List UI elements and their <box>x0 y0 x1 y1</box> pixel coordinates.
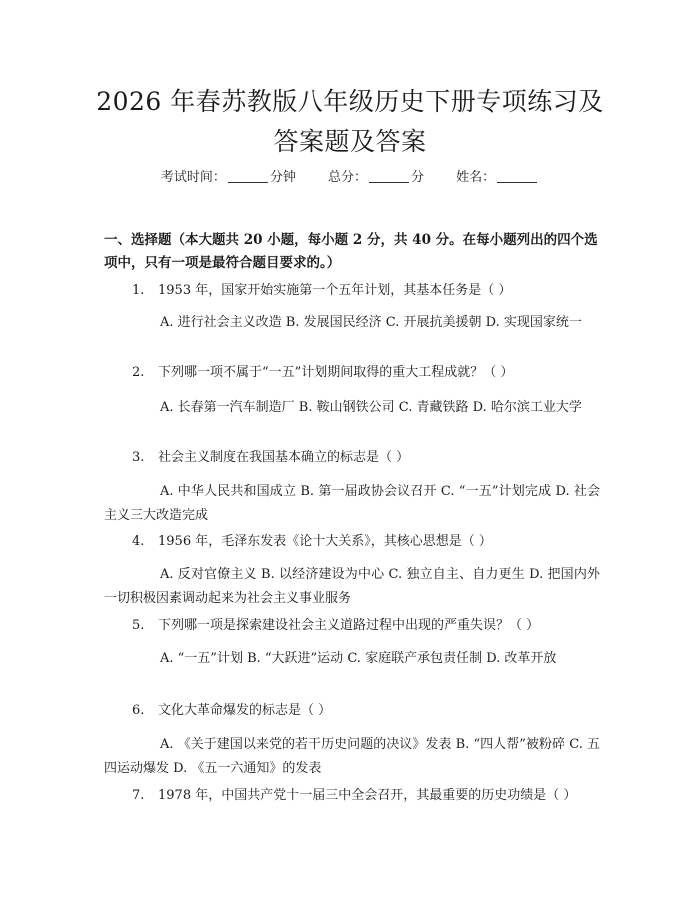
question-1-options: A. 进行社会主义改造 B. 发展国民经济 C. 开展抗美援朝 D. 实现国家统一 <box>160 315 582 330</box>
exam-time-label: 考试时间： <box>160 170 226 185</box>
title-line-1: 2026 年春苏教版八年级历史下册专项练习及 <box>96 87 604 116</box>
question-6-options: A. 《关于建国以来党的若干历史问题的决议》发表 B. “四人帮”被粉碎 C. 五四运动爆发 D. 《五一六通知》的发表 <box>104 737 600 776</box>
question-number: 2. <box>132 365 145 380</box>
question-number: 6. <box>132 703 145 718</box>
question-7 <box>132 786 612 806</box>
section-1-heading: 一、选择题（本大题共 20 小题，每小题 2 分，共 40 分。在每小题列出的四个选项中，只有一项是最符合题目要求的。） <box>104 232 598 271</box>
total-score-blank <box>369 168 409 183</box>
question-number: 5. <box>132 618 145 633</box>
total-score-unit: 分 <box>411 170 425 185</box>
question-stem: 1956 年，毛泽东发表《论十大关系》，其核心思想是（ ） <box>158 534 492 549</box>
question-stem: 1978 年，中国共产党十一届三中全会召开，其最重要的历史功绩是（ ） <box>158 788 577 803</box>
question-stem: 下列哪一项不属于“一五”计划期间取得的重大工程成就？（ ） <box>158 365 514 380</box>
exam-time-unit: 分钟 <box>269 170 296 185</box>
student-name <box>456 168 539 188</box>
question-stem: 文化大革命爆发的标志是（ ） <box>158 703 332 718</box>
question-stem: 1953 年，国家开始实施第一个五年计划，其基本任务是（ ） <box>158 283 512 298</box>
question-6 <box>132 701 612 721</box>
title-line-2: 答案题及答案 <box>273 127 427 156</box>
question-4 <box>132 532 612 552</box>
exam-meta <box>0 168 700 188</box>
question-stem: 下列哪一项是探索建设社会主义道路过程中出现的严重失误？（ ） <box>158 618 540 633</box>
total-score <box>328 168 424 188</box>
student-name-label: 姓名： <box>456 170 496 185</box>
document-title <box>60 82 640 162</box>
question-3 <box>132 448 612 468</box>
question-3-options: A. 中华人民共和国成立 B. 第一届政协会议召开 C. “一五”计划完成 D. 社会主义三大改造完成 <box>104 484 600 523</box>
student-name-blank <box>497 168 537 183</box>
question-stem: 社会主义制度在我国基本确立的标志是（ ） <box>158 450 410 465</box>
question-number: 4. <box>132 534 145 549</box>
question-4-options: A. 反对官僚主义 B. 以经济建设为中心 C. 独立自主、自力更生 D. 把国内外一切积极因素调动起来为社会主义事业服务 <box>104 567 600 606</box>
question-number: 7. <box>132 788 145 803</box>
question-2-options: A. 长春第一汽车制造厂 B. 鞍山钢铁公司 C. 青藏铁路 D. 哈尔滨工业大学 <box>160 400 582 415</box>
question-5 <box>132 616 612 636</box>
exam-time-blank <box>228 168 268 183</box>
question-5-options: A. “一五”计划 B. “大跃进”运动 C. 家庭联产承包责任制 D. 改革开放 <box>160 651 557 666</box>
question-number: 3. <box>132 450 145 465</box>
exam-time <box>161 168 296 188</box>
question-number: 1. <box>132 283 145 298</box>
total-score-label: 总分： <box>327 170 367 185</box>
question-2 <box>132 363 612 383</box>
question-1 <box>132 281 612 301</box>
